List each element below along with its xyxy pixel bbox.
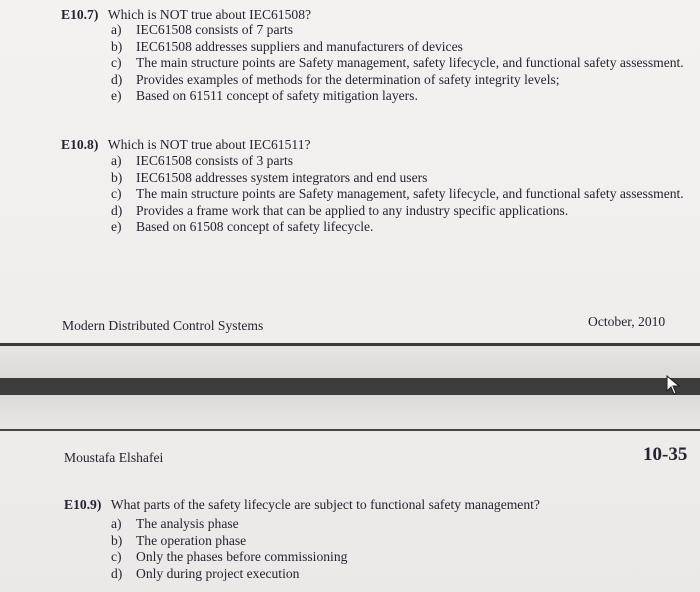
option-b bbox=[111, 170, 695, 187]
option-a bbox=[111, 153, 695, 170]
option-text: Provides examples of methods for the determination of safety integrity levels; bbox=[136, 71, 560, 87]
page-break-line bbox=[0, 429, 700, 431]
question-header bbox=[64, 497, 540, 514]
option-text: IEC61508 consists of 3 parts bbox=[136, 153, 294, 168]
option-text: Based on 61511 concept of safety mitigation layers. bbox=[136, 88, 418, 103]
option-a bbox=[111, 22, 695, 39]
option-letter: e) bbox=[111, 219, 122, 234]
question-header bbox=[61, 137, 311, 154]
option-letter: c) bbox=[111, 549, 122, 564]
option-text: Provides a frame work that can be applied to any industry specific applications. bbox=[136, 202, 569, 218]
footer-date: October, 2010 bbox=[588, 314, 666, 329]
option-text: The main structure points are Safety management, safety lifecycle, and functional safety assessment. bbox=[136, 186, 684, 201]
question-text: Which is NOT true about IEC61511? bbox=[107, 137, 311, 152]
option-letter: a) bbox=[111, 22, 122, 37]
option-list bbox=[111, 22, 695, 105]
option-letter: b) bbox=[111, 169, 123, 185]
question-number: E10.7) bbox=[61, 7, 99, 22]
option-letter: d) bbox=[111, 71, 123, 87]
option-d bbox=[111, 566, 631, 583]
page-break-gap bbox=[0, 395, 700, 429]
option-list bbox=[111, 153, 695, 236]
option-a bbox=[111, 516, 631, 533]
page-break-gap bbox=[0, 346, 700, 378]
option-letter: b) bbox=[111, 532, 123, 548]
option-letter: d) bbox=[111, 202, 123, 218]
page-number: 10-35 bbox=[643, 444, 688, 465]
option-text: IEC61508 addresses system integrators and end users bbox=[136, 169, 428, 185]
option-letter: b) bbox=[111, 38, 123, 54]
option-letter: a) bbox=[111, 516, 122, 531]
option-text: The operation phase bbox=[136, 532, 247, 548]
option-letter: d) bbox=[111, 565, 123, 581]
option-b bbox=[111, 533, 631, 550]
option-letter: e) bbox=[111, 88, 122, 103]
option-text: Only during project execution bbox=[136, 565, 300, 581]
option-text: Only the phases before commissioning bbox=[136, 549, 348, 564]
page-break-bar bbox=[0, 378, 700, 395]
option-b bbox=[111, 39, 695, 56]
option-text: The analysis phase bbox=[136, 516, 239, 531]
option-text: IEC61508 consists of 7 parts bbox=[136, 22, 294, 37]
option-d bbox=[111, 72, 695, 89]
option-e bbox=[111, 219, 695, 236]
question-number: E10.8) bbox=[61, 137, 99, 152]
footer-course-title: Modern Distributed Control Systems bbox=[62, 318, 264, 333]
option-d bbox=[111, 203, 695, 220]
header-author: Moustafa Elshafei bbox=[64, 450, 164, 465]
option-letter: c) bbox=[111, 186, 122, 201]
question-text: Which is NOT true about IEC61508? bbox=[107, 7, 312, 22]
option-c bbox=[111, 549, 631, 566]
question-text: What parts of the safety lifecycle are subject to functional safety management? bbox=[110, 497, 540, 512]
mouse-cursor-icon bbox=[666, 375, 680, 395]
option-text: The main structure points are Safety management, safety lifecycle, and functional safety assessment. bbox=[136, 55, 684, 70]
option-e bbox=[111, 88, 695, 105]
option-letter: c) bbox=[111, 55, 122, 70]
option-c bbox=[111, 55, 695, 72]
option-list bbox=[111, 516, 631, 582]
option-c bbox=[111, 186, 695, 203]
option-text: Based on 61508 concept of safety lifecycle. bbox=[136, 219, 374, 234]
question-number: E10.9) bbox=[64, 497, 102, 512]
option-letter: a) bbox=[111, 153, 122, 168]
option-text: IEC61508 addresses suppliers and manufacturers of devices bbox=[136, 38, 463, 54]
